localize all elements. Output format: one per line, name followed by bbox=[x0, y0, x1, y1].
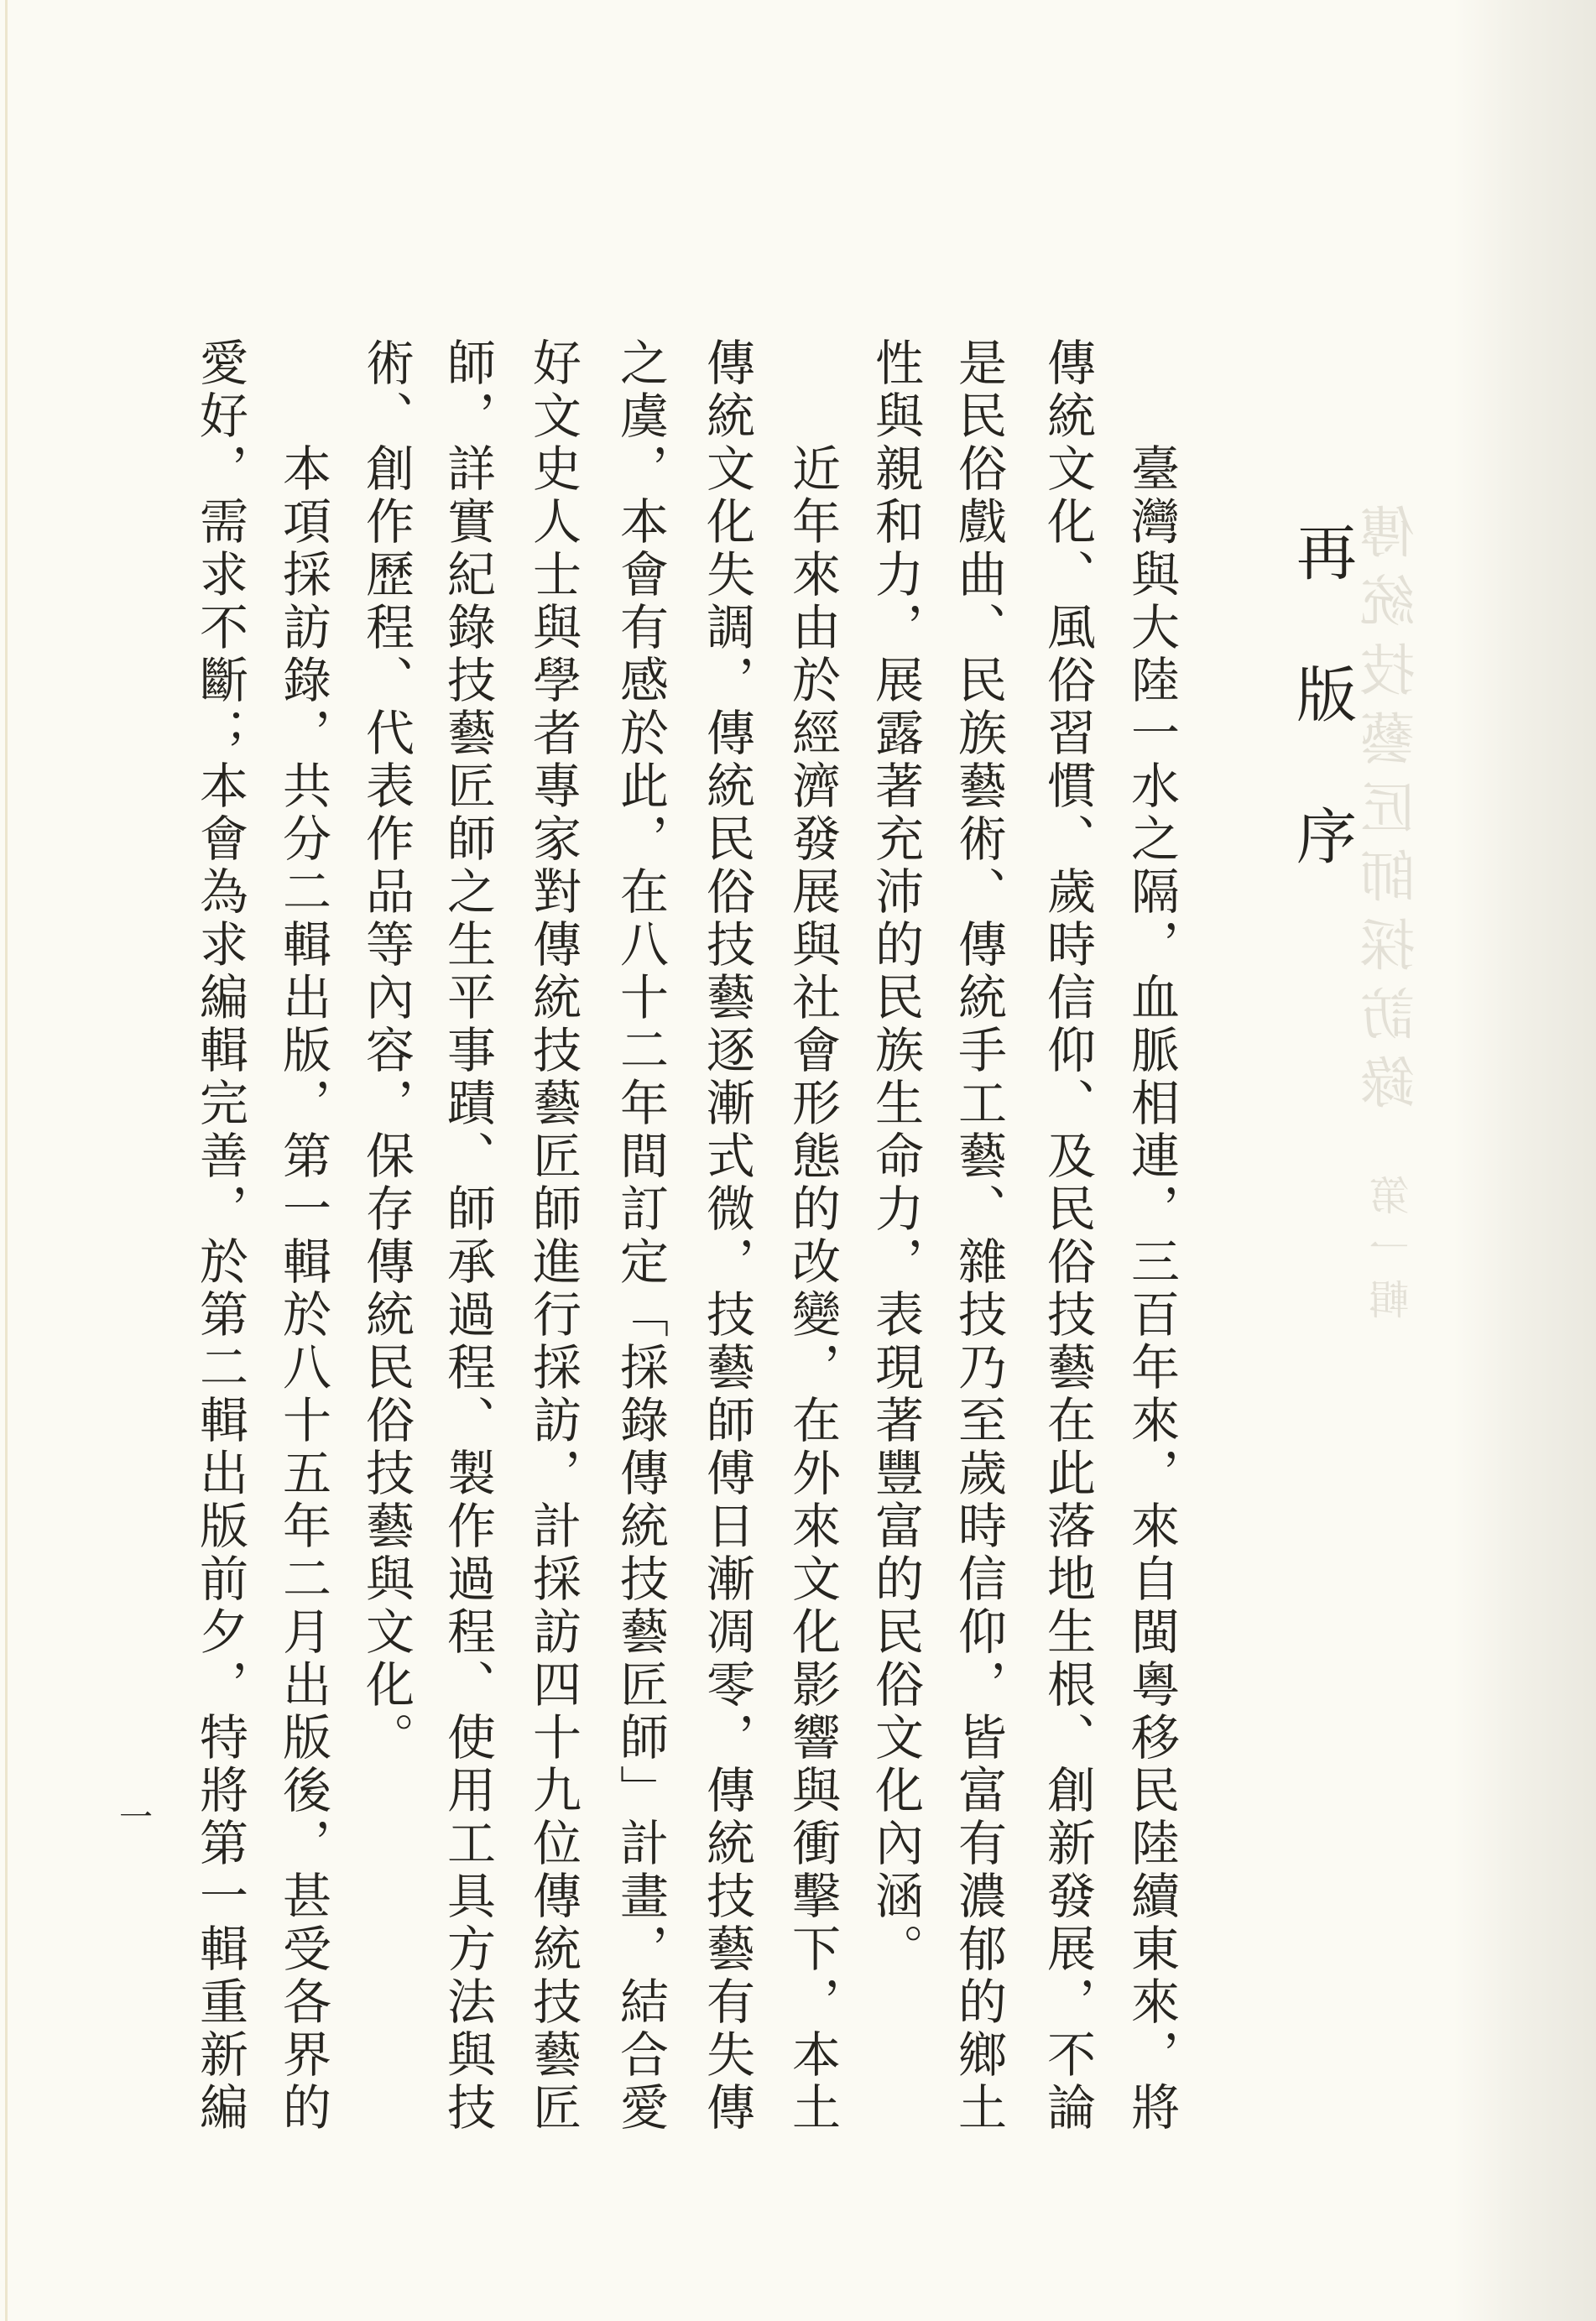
text-column-4: 性與親和力，展露著充沛的民族生命力，表現著豐富的民俗文化內涵。 bbox=[867, 337, 924, 1976]
page-title: 再版序 bbox=[1286, 521, 1357, 947]
text-column-10: 術、創作歷程、代表作品等內容，保存傳統民俗技藝與文化。 bbox=[357, 337, 415, 1765]
text-column-3: 是民俗戲曲、民族藝術、傳統手工藝、雜技乃至歲時信仰，皆富有濃郁的鄉土 bbox=[950, 337, 1007, 2135]
text-column-9: 師，詳實紀錄技藝匠師之生平事蹟、師承過程、製作過程、使用工具方法與技 bbox=[439, 337, 496, 2135]
text-column-1: 臺灣與大陸一水之隔，血脈相連，三百年來，來自閩粵移民陸續東來，將 bbox=[1123, 443, 1180, 2135]
page-binding-shadow bbox=[1453, 0, 1596, 2321]
bleed-through-title: 傳統技藝匠師採訪錄 bbox=[1360, 503, 1425, 1123]
bleed-through-subtitle: 第一輯 bbox=[1369, 1175, 1416, 1331]
text-column-7: 之虞，本會有感於此，在八十二年間訂定「採錄傳統技藝匠師」計畫，結合愛 bbox=[612, 337, 669, 2135]
text-column-11: 本項採訪錄，共分二輯出版，第一輯於八十五年二月出版後，甚受各界的 bbox=[274, 443, 331, 2135]
text-column-12: 愛好，需求不斷；本會為求編輯完善，於第二輯出版前夕，特將第一輯重新編 bbox=[191, 337, 248, 2135]
page-number: 一 bbox=[119, 1798, 153, 1837]
text-column-8: 好文史人士與學者專家對傳統技藝匠師進行採訪，計採訪四十九位傳統技藝匠 bbox=[524, 337, 582, 2135]
text-column-5: 近年來由於經濟發展與社會形態的改變，在外來文化影響與衝擊下，本土 bbox=[784, 443, 841, 2135]
text-column-2: 傳統文化、風俗習慣、歲時信仰、及民俗技藝在此落地生根、創新發展，不論 bbox=[1039, 337, 1096, 2135]
text-column-6: 傳統文化失調，傳統民俗技藝逐漸式微，技藝師傅日漸凋零，傳統技藝有失傳 bbox=[698, 337, 755, 2135]
page-left-edge bbox=[5, 0, 8, 2321]
